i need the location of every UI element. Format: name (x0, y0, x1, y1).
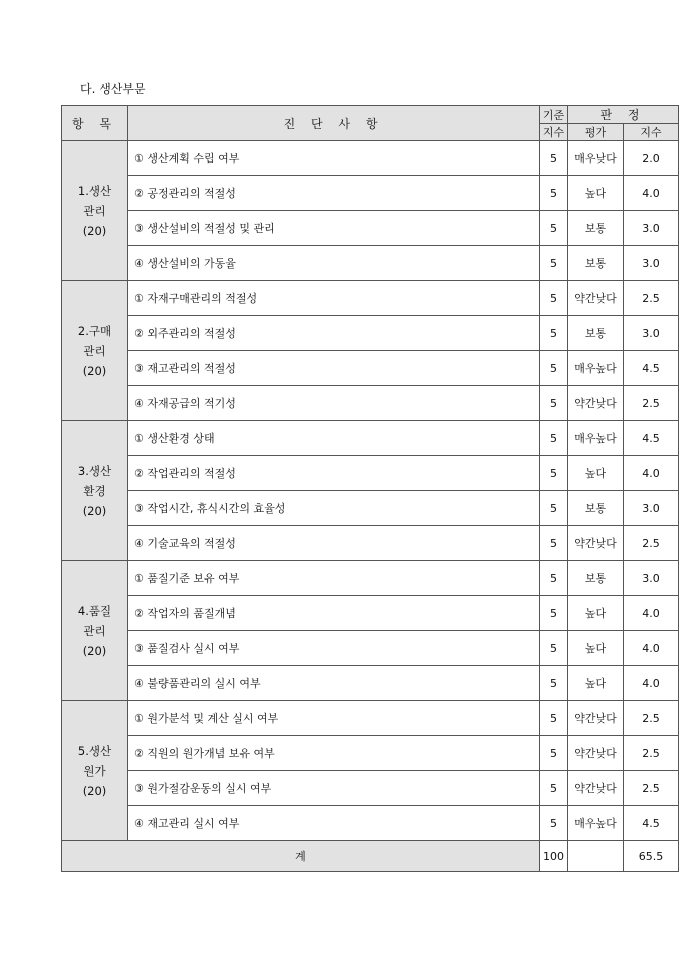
grade-value: 높다 (568, 596, 624, 631)
category-label-line: (20) (82, 363, 107, 378)
diagnosis-item: ④ 불량품관리의 실시 여부 (128, 666, 540, 701)
diagnosis-table (61, 105, 679, 872)
score-value: 4.0 (624, 176, 679, 211)
category-label-line: 원가 (83, 763, 106, 778)
table-row (62, 456, 679, 491)
grade-value: 약간낮다 (568, 771, 624, 806)
section-title: 다. 생산부문 (80, 82, 146, 96)
grade-value: 높다 (568, 176, 624, 211)
base-index: 5 (540, 246, 568, 281)
grade-value: 매우높다 (568, 351, 624, 386)
diagnosis-item: ① 원가분석 및 계산 실시 여부 (128, 701, 540, 736)
category-label-line: 2.구매 (77, 323, 112, 338)
base-index: 5 (540, 631, 568, 666)
table-row (62, 141, 679, 176)
category-label-line: 3.생산 (77, 463, 112, 478)
score-value: 3.0 (624, 211, 679, 246)
category-label-line: 관리 (83, 623, 106, 638)
header-base-top: 기준 (540, 106, 568, 124)
grade-value: 높다 (568, 456, 624, 491)
diagnosis-item: ② 외주관리의 적절성 (128, 316, 540, 351)
score-value: 4.5 (624, 351, 679, 386)
base-index: 5 (540, 526, 568, 561)
score-value: 4.5 (624, 421, 679, 456)
grade-value: 매우낮다 (568, 141, 624, 176)
total-score: 65.5 (624, 841, 679, 872)
grade-value: 매우높다 (568, 421, 624, 456)
base-index: 5 (540, 771, 568, 806)
base-index: 5 (540, 421, 568, 456)
header-judgment: 판 정 (568, 106, 679, 124)
grade-value: 높다 (568, 666, 624, 701)
score-value: 4.5 (624, 806, 679, 841)
table-row (62, 561, 679, 596)
diagnosis-item: ② 직원의 원가개념 보유 여부 (128, 736, 540, 771)
diagnosis-item: ① 생산계획 수립 여부 (128, 141, 540, 176)
grade-value: 약간낮다 (568, 736, 624, 771)
base-index: 5 (540, 806, 568, 841)
category-cell (62, 421, 128, 561)
table-row (62, 211, 679, 246)
grade-value: 보통 (568, 211, 624, 246)
diagnosis-item: ② 공정관리의 적절성 (128, 176, 540, 211)
base-index: 5 (540, 281, 568, 316)
base-index: 5 (540, 141, 568, 176)
table-row (62, 701, 679, 736)
category-cell (62, 141, 128, 281)
header-base-bottom: 지수 (540, 124, 568, 141)
table-row (62, 421, 679, 456)
diagnosis-item: ③ 원가절감운동의 실시 여부 (128, 771, 540, 806)
grade-value: 약간낮다 (568, 386, 624, 421)
diagnosis-item: ① 생산환경 상태 (128, 421, 540, 456)
table-row (62, 351, 679, 386)
table-body (62, 141, 679, 841)
diagnosis-item: ④ 재고관리 실시 여부 (128, 806, 540, 841)
category-label-line: 환경 (83, 483, 106, 498)
table-row (62, 281, 679, 316)
score-value: 4.0 (624, 631, 679, 666)
base-index: 5 (540, 211, 568, 246)
table-row (62, 631, 679, 666)
category-cell (62, 281, 128, 421)
category-label-line: 4.품질 (77, 603, 112, 618)
table-row (62, 771, 679, 806)
grade-value: 보통 (568, 246, 624, 281)
diagnosis-item: ④ 생산설비의 가동율 (128, 246, 540, 281)
header-grade: 평가 (568, 124, 624, 141)
base-index: 5 (540, 386, 568, 421)
diagnosis-item: ③ 재고관리의 적절성 (128, 351, 540, 386)
score-value: 4.0 (624, 596, 679, 631)
table-row (62, 666, 679, 701)
header-item: 진 단 사 항 (128, 106, 540, 141)
diagnosis-item: ③ 품질검사 실시 여부 (128, 631, 540, 666)
grade-value: 높다 (568, 631, 624, 666)
score-value: 4.0 (624, 666, 679, 701)
base-index: 5 (540, 456, 568, 491)
grade-value: 약간낮다 (568, 281, 624, 316)
table-row (62, 596, 679, 631)
diagnosis-item: ③ 작업시간, 휴식시간의 효율성 (128, 491, 540, 526)
score-value: 2.5 (624, 701, 679, 736)
table-row (62, 246, 679, 281)
base-index: 5 (540, 176, 568, 211)
diagnosis-item: ④ 기술교육의 적절성 (128, 526, 540, 561)
grade-value: 보통 (568, 561, 624, 596)
table-row (62, 176, 679, 211)
score-value: 3.0 (624, 561, 679, 596)
category-label-line: (20) (82, 503, 107, 518)
total-base: 100 (540, 841, 568, 872)
diagnosis-item: ① 자재구매관리의 적절성 (128, 281, 540, 316)
base-index: 5 (540, 491, 568, 526)
score-value: 3.0 (624, 316, 679, 351)
base-index: 5 (540, 666, 568, 701)
grade-value: 약간낮다 (568, 701, 624, 736)
grade-value: 보통 (568, 491, 624, 526)
base-index: 5 (540, 701, 568, 736)
diagnosis-item: ④ 자재공급의 적기성 (128, 386, 540, 421)
score-value: 2.5 (624, 281, 679, 316)
category-label-line: 관리 (83, 343, 106, 358)
table-row (62, 736, 679, 771)
base-index: 5 (540, 351, 568, 386)
category-cell (62, 561, 128, 701)
category-label-line: (20) (82, 223, 107, 238)
grade-value: 보통 (568, 316, 624, 351)
category-label-line: (20) (82, 643, 107, 658)
table-row (62, 491, 679, 526)
total-grade (568, 841, 624, 872)
diagnosis-item: ① 품질기준 보유 여부 (128, 561, 540, 596)
category-label-line: (20) (82, 783, 107, 798)
grade-value: 매우높다 (568, 806, 624, 841)
category-cell (62, 701, 128, 841)
score-value: 4.0 (624, 456, 679, 491)
score-value: 2.5 (624, 526, 679, 561)
category-label-line: 5.생산 (77, 743, 112, 758)
score-value: 2.0 (624, 141, 679, 176)
total-row (62, 841, 679, 872)
table-row (62, 526, 679, 561)
diagnosis-item: ③ 생산설비의 적절성 및 관리 (128, 211, 540, 246)
category-label-line: 관리 (83, 203, 106, 218)
diagnosis-item: ② 작업자의 품질개념 (128, 596, 540, 631)
diagnosis-item: ② 작업관리의 적절성 (128, 456, 540, 491)
score-value: 2.5 (624, 386, 679, 421)
base-index: 5 (540, 596, 568, 631)
base-index: 5 (540, 736, 568, 771)
score-value: 3.0 (624, 491, 679, 526)
table-row (62, 386, 679, 421)
header-category: 항 목 (62, 106, 128, 141)
table-row (62, 806, 679, 841)
score-value: 2.5 (624, 771, 679, 806)
base-index: 5 (540, 316, 568, 351)
table-row (62, 316, 679, 351)
grade-value: 약간낮다 (568, 526, 624, 561)
category-label-line: 1.생산 (77, 183, 112, 198)
header-score: 지수 (624, 124, 679, 141)
score-value: 3.0 (624, 246, 679, 281)
base-index: 5 (540, 561, 568, 596)
total-label: 계 (62, 841, 540, 872)
score-value: 2.5 (624, 736, 679, 771)
